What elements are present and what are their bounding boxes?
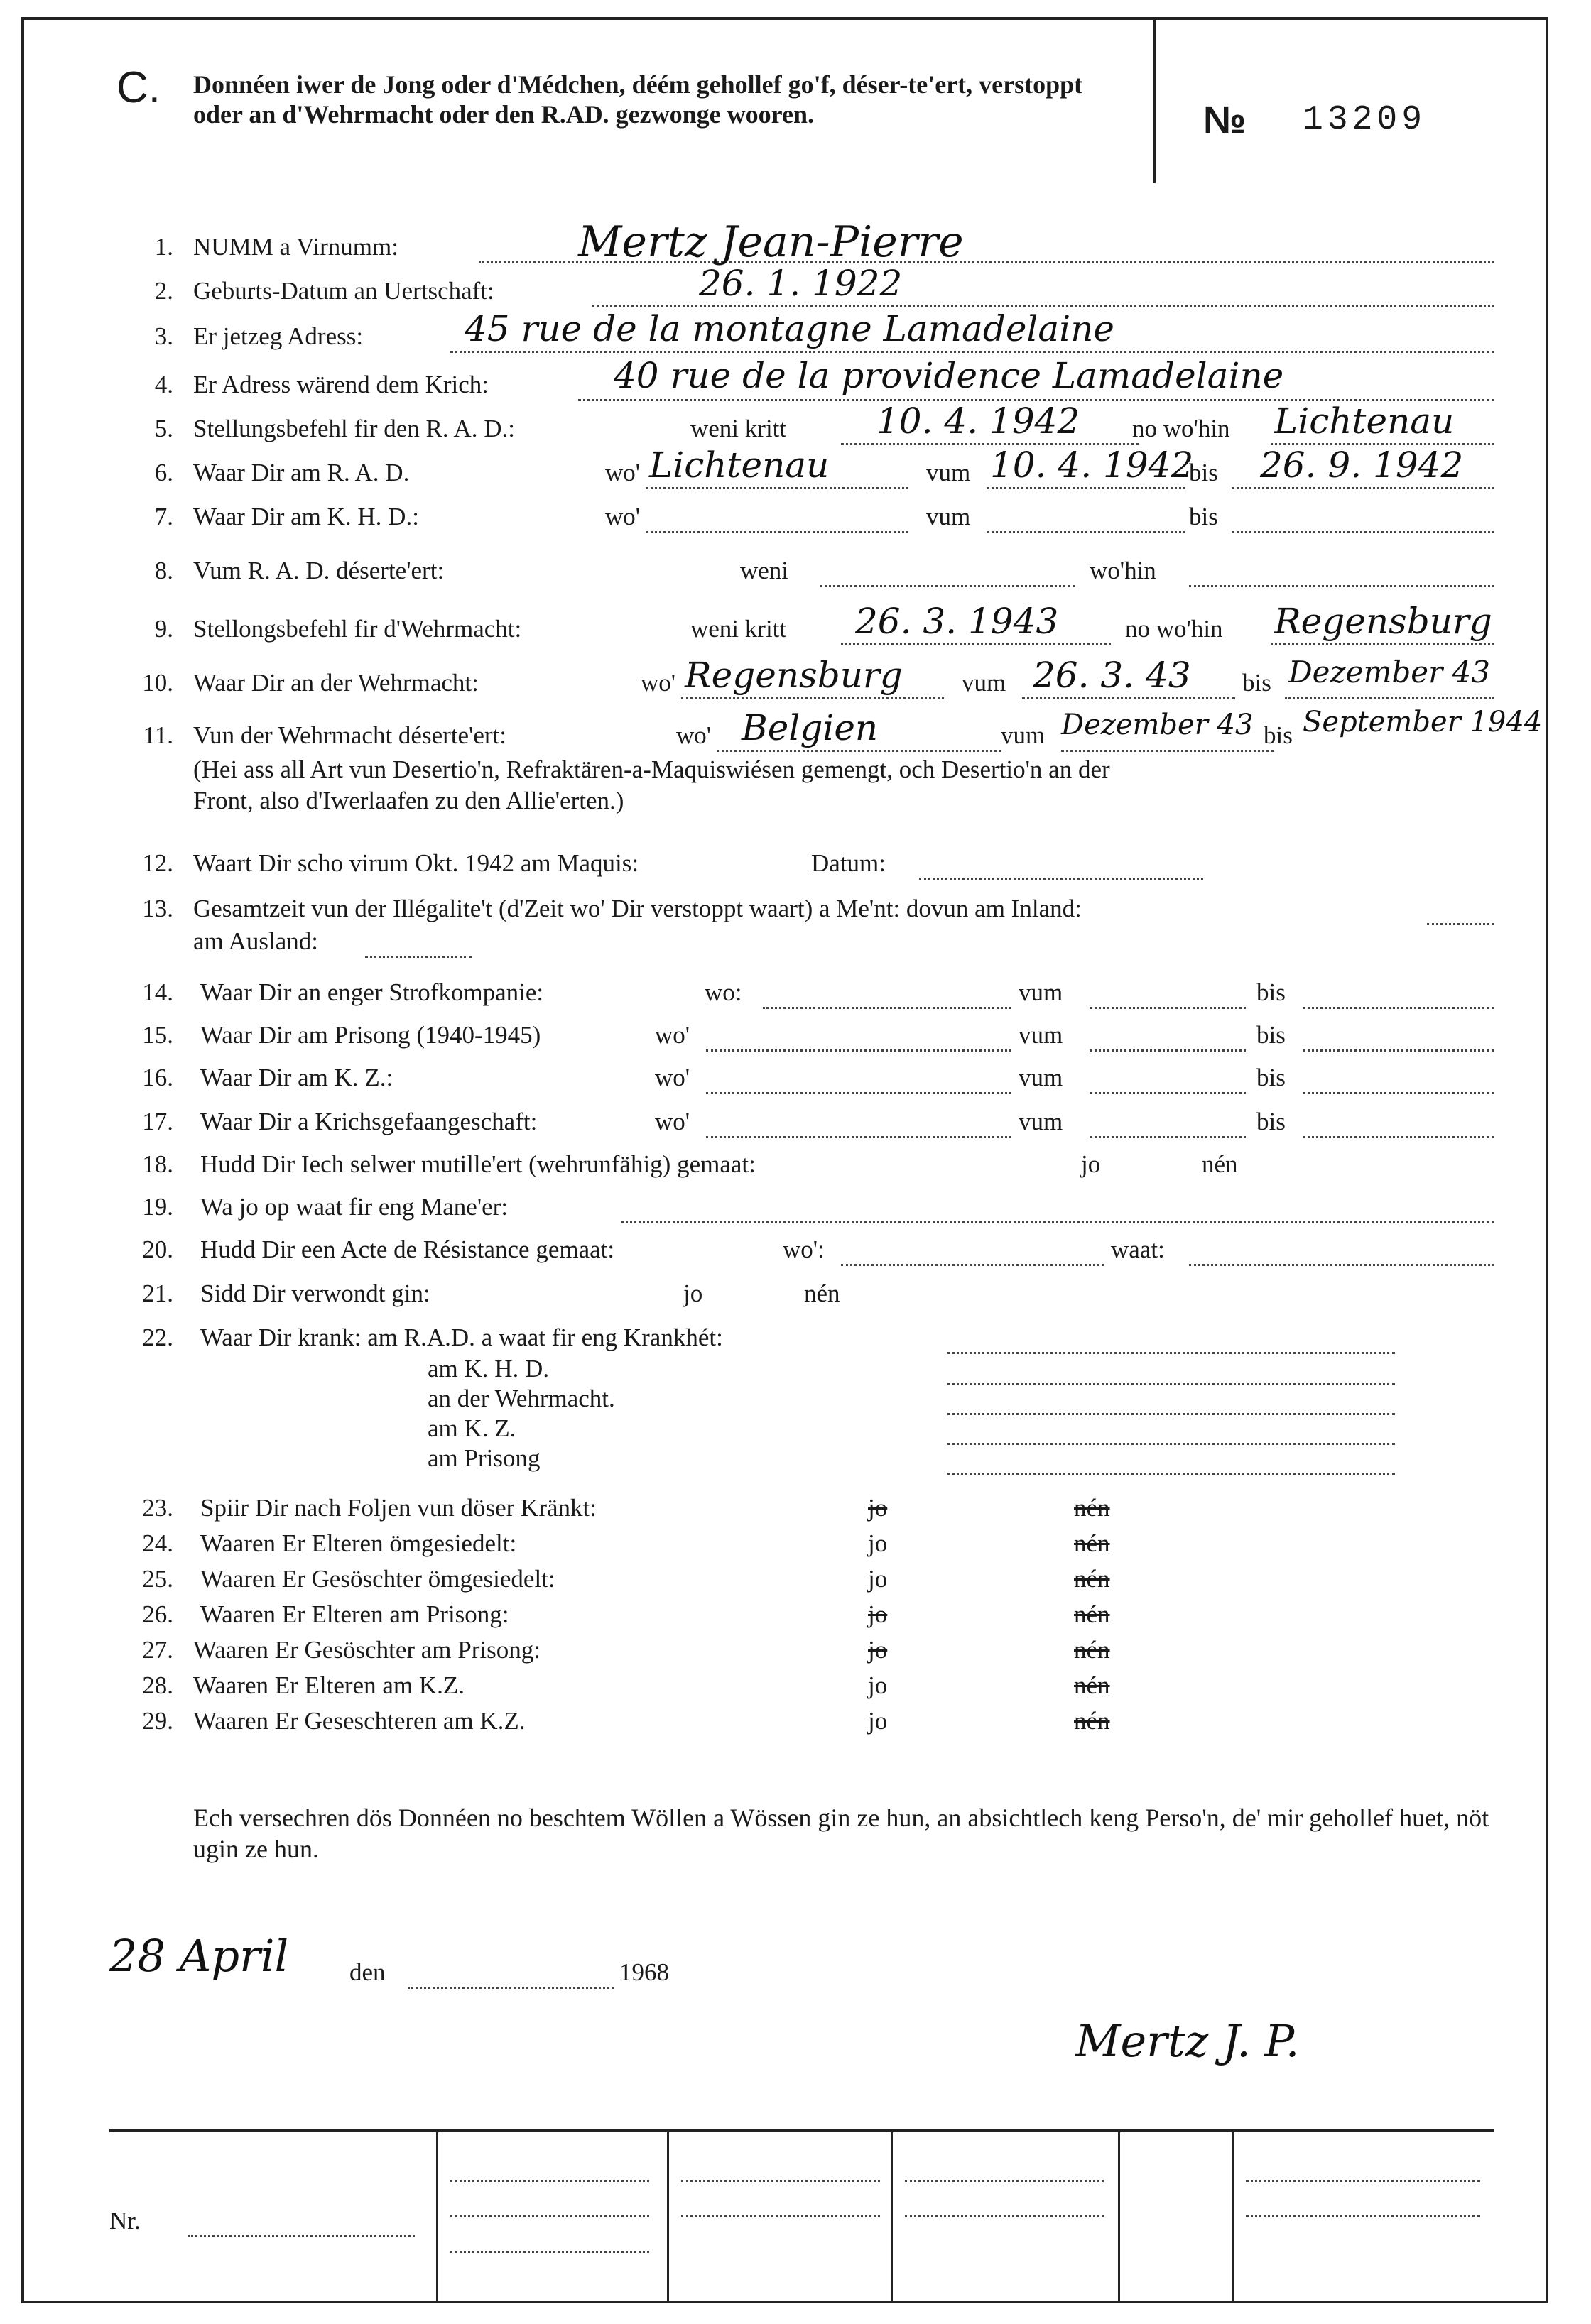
- war-address-value[interactable]: 40 rue de la providence Lamadelaine: [614, 355, 1284, 396]
- field-row-20: 20. Hudd Dir een Acte de Résistance gemaat: wo': waat:: [24, 1235, 1546, 1278]
- field-row-24: 24. Waaren Er Elteren ömgesiedelt: jo nén: [142, 1529, 1110, 1557]
- field-row-8: 8. Vum R. A. D. déserte'ert: weni wo'hin: [24, 557, 1546, 599]
- field-row-19: 19. Wa jo op waat fir eng Mane'er:: [24, 1193, 1546, 1235]
- signoff-year: 1968: [619, 1958, 669, 1986]
- rad-order-place[interactable]: Lichtenau: [1274, 400, 1455, 442]
- form-number: 13209: [1303, 101, 1427, 139]
- field-row-1: 1. NUMM a Virnumm: Mertz Jean-Pierre: [24, 233, 1546, 276]
- field-row-6: 6. Waar Dir am R. A. D. wo' Lichtenau vum 10. 4. 1942 bis 26. 9. 1942: [24, 459, 1546, 501]
- f11-note-2: Front, also d'Iwerlaafen zu den Allie'erten.): [193, 787, 624, 814]
- field-row-14: 14. Waar Dir an enger Strofkompanie: wo: vum bis: [24, 978, 1546, 1021]
- field-row-5: 5. Stellungsbefehl fir den R. A. D.: weni kritt 10. 4. 1942 no wo'hin Lichtenau: [24, 415, 1546, 457]
- field-row-9: 9. Stellongsbefehl fir d'Wehrmacht: weni kritt 26. 3. 1943 no wo'hin Regensburg: [24, 615, 1546, 658]
- f11-note-1: (Hei ass all Art vun Desertio'n, Refraktären-a-Maquiswiésen gemengt, och Desertio'n an der: [193, 755, 1110, 783]
- nr-label: Nr.: [109, 2207, 141, 2235]
- birth-label: Geburts-Datum an Uertschaft:: [193, 277, 494, 305]
- rad-order-date[interactable]: 10. 4. 1942: [876, 400, 1080, 442]
- war-address-label: Er Adress wärend dem Krich:: [193, 371, 489, 398]
- number-sign: №: [1203, 99, 1247, 141]
- field-row-12: 12. Waart Dir scho virum Okt. 1942 am Maquis: Datum:: [24, 849, 1546, 892]
- address-value[interactable]: 45 rue de la montagne Lamadelaine: [465, 308, 1115, 349]
- header-divider: [1153, 20, 1156, 183]
- field-row-10: 10. Waar Dir an der Wehrmacht: wo' Regensburg vum 26. 3. 43 bis Dezember 43: [24, 669, 1546, 711]
- field-row-4: 4. Er Adress wärend dem Krich: 40 rue de la providence Lamadelaine: [24, 371, 1546, 413]
- form-header: [24, 20, 1546, 190]
- field-row-3: 3. Er jetzeg Adress: 45 rue de la montagne Lamadelaine: [24, 322, 1546, 365]
- address-label: Er jetzeg Adress:: [193, 322, 364, 350]
- footer-top-rule: [109, 2129, 1494, 2132]
- field-row-17: 17. Waar Dir a Krichsgefaangeschaft: wo' vum bis: [24, 1108, 1546, 1150]
- field-row-11: 11. Vun der Wehrmacht déserte'ert: wo' Belgien vum Dezember 43 bis September 1944: [24, 721, 1546, 764]
- form-page: C. Donnéen iwer de Jong oder d'Médchen, déém gehollef go'f, déser-te'ert, verstoppt oder an d'Wehrmacht oder den R.AD. gezwonge wooren. № 13209 1. NUMM a Virnumm: Mertz Jean-Pierre 2. Geburts-Datum an Uertschaft: 26. 1. 1922 3. Er jetzeg Adress: 45 rue de la montagne Lamadelaine 4. Er Adress wärend dem Krich: 40 rue de la providence Lamadelaine 5. Stellungsbefehl fir den R. A. D.: weni kritt 10. 4. 1942 no wo'hin Lichtenau 6. Waar Dir am R. A. D. wo' Lichtenau vum 10. 4. 1942 bis 26. 9. 1942 7. Waar Dir am K. H. D.: wo' vum bis 8. Vum R. A. D. déserte'ert: weni wo'hin 9. Stellongsbefehl fir d'Wehrmacht: weni kritt 26. 3. 1943 no wo'hin Regensburg 10. Waar Dir an der Wehrmacht: wo' Regensburg vum 26. 3. 43 bis Dezember 43 11. Vun der Wehrmacht déserte'ert: wo' Belgien vum Dezember 43 bis September 1944 (Hei ass all Art vun Desertio'n, Refraktären-a-Maquiswiésen gemengt, och Desertio'n an der Front, also d'Iwerlaafen zu den Allie'erten.) 12. Waart Dir scho virum Okt. 1942 am Maquis: Datum: 13. Gesamtzeit vun der Illégalite't (d'Zeit wo' Dir verstoppt waart) a Me'nt: dovun am Inland: am Ausland: 14. Waar Dir an enger Strofkompanie: wo: vum bis 15. Waar Dir am Prisong (1940-1945) wo' vum bis 16. Waar Dir am K. Z.: wo' vum bis 17. Waar Dir a Krichsgefaangeschaft: wo' vum bis 18. Hudd Dir Iech selwer mutille'ert (wehrunfähig) gemaat: jo nén 19. Wa jo op waat fir eng Mane'er: 20. Hudd Dir een Acte de Résistance gemaat: wo': waat: 21. Sidd Dir verwondt gin: jo nén 22. Waar Dir krank: am R.A.D. a waat fir eng Krankhét: am K. H. D. an der Wehrmacht. am K. Z. am Prisong 23. Spiir Dir nach Foljen vun döser Kränkt: jo nén 24. Waaren Er Elteren ömgesiedelt: jo nén 25. Waaren Er Gesöschter ömgesiedelt: jo nén 26. Waaren Er Elteren am Prisong: jo nén 27. Waaren Er Gesöschter am Prisong: jo nén 28. Waaren Er Elteren am K.Z. jo nén 29. Waaren Er Geseschteren am K.Z. jo nén Ech versechren dös Donnéen no beschtem Wöllen a Wössen gin ze hun, an absichtlech keng Perso'n, de' mir gehollef huet, nöt ugin ze hun. 28 April den 1968 Mertz J. P. Nr.: [21, 17, 1548, 2303]
- field-row-13: 13. Gesamtzeit vun der Illégalite't (d'Zeit wo' Dir verstoppt waart) a Me'nt: dovun am Inland:: [24, 895, 1546, 937]
- signoff-date[interactable]: 28 April: [109, 1930, 289, 1982]
- declaration-text: Ech versechren dös Donnéen no beschtem Wöllen a Wössen gin ze hun, an absichtlech keng Perso'n, de' mir gehollef huet, nöt ugin ze hun.: [193, 1804, 1489, 1863]
- field-row-27: 27. Waaren Er Gesöschter am Prisong: jo nén: [142, 1636, 1110, 1664]
- field-row-7: 7. Waar Dir am K. H. D.: wo' vum bis: [24, 503, 1546, 545]
- section-letter: C.: [116, 63, 161, 112]
- field-row-23: 23. Spiir Dir nach Foljen vun döser Kränkt: jo nén: [142, 1494, 1110, 1522]
- name-value[interactable]: Mertz Jean-Pierre: [578, 217, 964, 267]
- birth-value[interactable]: 26. 1. 1922: [699, 263, 903, 304]
- field-row-15: 15. Waar Dir am Prisong (1940-1945) wo' vum bis: [24, 1021, 1546, 1064]
- field-row-21: 21. Sidd Dir verwondt gin: jo nén: [142, 1280, 840, 1307]
- field-row-26: 26. Waaren Er Elteren am Prisong: jo nén: [142, 1600, 1110, 1628]
- field-row-25: 25. Waaren Er Gesöschter ömgesiedelt: jo nén: [142, 1565, 1110, 1593]
- field-row-18: 18. Hudd Dir Iech selwer mutille'ert (wehrunfähig) gemaat: jo nén: [142, 1150, 1238, 1178]
- field-row-22: 22. Waar Dir krank: am R.A.D. a waat fir eng Krankhét:: [24, 1324, 1546, 1366]
- field-row-29: 29. Waaren Er Geseschteren am K.Z. jo nén: [142, 1707, 1110, 1735]
- name-label: NUMM a Virnumm:: [193, 233, 398, 261]
- field-row-16: 16. Waar Dir am K. Z.: wo' vum bis: [24, 1064, 1546, 1106]
- signature: Mertz J. P.: [1075, 2015, 1300, 2067]
- form-title: Donnéen iwer de Jong oder d'Médchen, déém gehollef go'f, déser-te'ert, verstoppt oder an d'Wehrmacht oder den R.AD. gezwonge wooren.: [193, 70, 1083, 129]
- field-row-2: 2. Geburts-Datum an Uertschaft: 26. 1. 1922: [24, 277, 1546, 320]
- field-row-28: 28. Waaren Er Elteren am K.Z. jo nén: [142, 1671, 1110, 1699]
